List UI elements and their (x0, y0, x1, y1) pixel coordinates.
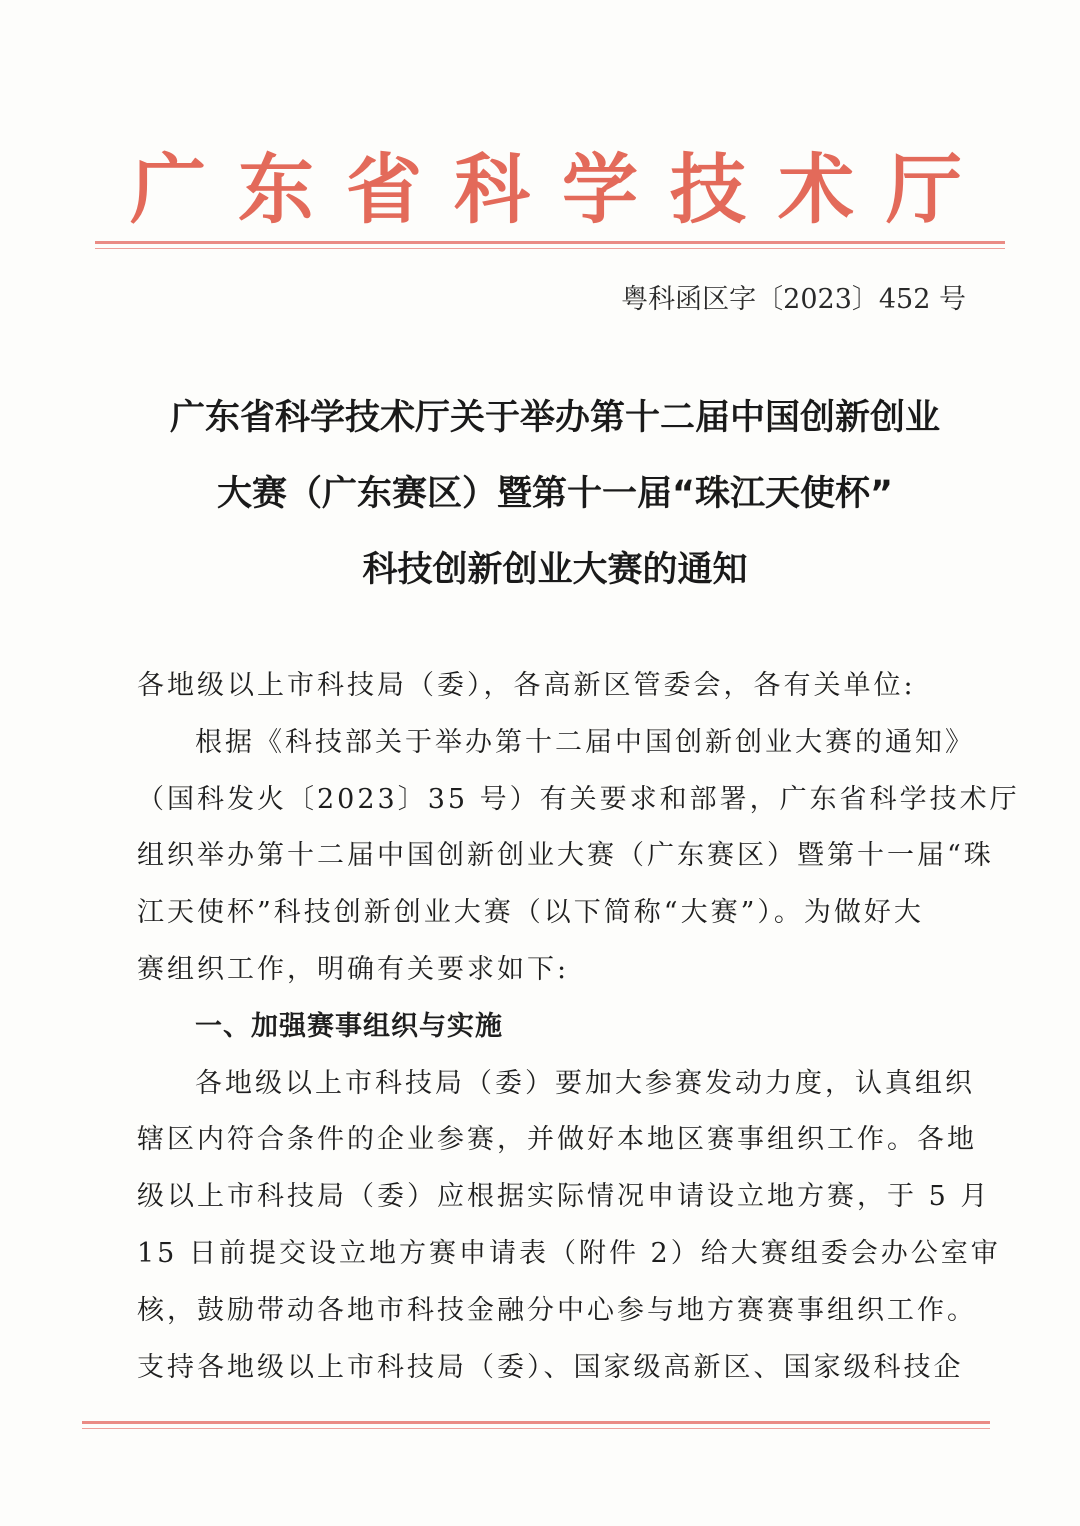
paragraph-line: 支持各地级以上市科技局（委）、国家级高新区、国家级科技企 (137, 1351, 964, 1383)
paragraph-line: 江天使杯”科技创新创业大赛（以下简称“大赛”）。为做好大 (137, 897, 924, 929)
footer-rule (82, 1421, 990, 1424)
paragraph-line: 辖区内符合条件的企业参赛，并做好本地区赛事组织工作。各地 (137, 1124, 977, 1156)
paragraph-line: 各地级以上市科技局（委）要加大参赛发动力度，认真组织 (195, 1067, 975, 1099)
section-heading: 一、加强赛事组织与实施 (195, 1010, 503, 1042)
paragraph-line: 赛组织工作，明确有关要求如下: (137, 953, 570, 985)
footer-rule-thin (82, 1428, 990, 1429)
letterhead-rule-thin (95, 248, 1005, 249)
paragraph-line: 根据《科技部关于举办第十二届中国创新创业大赛的通知》 (195, 726, 975, 758)
salutation: 各地级以上市科技局（委），各高新区管委会，各有关单位: (137, 670, 916, 701)
document-title-line: 大赛（广东赛区）暨第十一届“珠江天使杯” (216, 474, 893, 514)
document-title-line: 广东省科学技术厅关于举办第十二届中国创新创业 (169, 398, 940, 438)
letterhead-org-name: 广东省科学技术厅 (130, 145, 994, 234)
document-title-line: 科技创新创业大赛的通知 (362, 550, 748, 590)
document-number: 粤科函区字〔2023〕452 号 (621, 284, 966, 315)
document-body (137, 658, 1020, 1396)
letterhead-rule (95, 241, 1005, 244)
paragraph-line: 核，鼓励带动各地市科技金融分中心参与地方赛赛事组织工作。 (137, 1294, 977, 1326)
paragraph-line: （国科发火〔2023〕35 号）有关要求和部署，广东省科学技术厅 (137, 783, 1020, 815)
paragraph-line: 级以上市科技局（委）应根据实际情况申请设立地方赛，于 5 月 (137, 1181, 991, 1213)
paragraph-line: 15 日前提交设立地方赛申请表（附件 2）给大赛组委会办公室审 (137, 1237, 1001, 1269)
document-title (100, 380, 1010, 608)
paragraph-line: 组织举办第十二届中国创新创业大赛（广东赛区）暨第十一届“珠 (137, 840, 994, 872)
letterhead (0, 140, 1080, 250)
